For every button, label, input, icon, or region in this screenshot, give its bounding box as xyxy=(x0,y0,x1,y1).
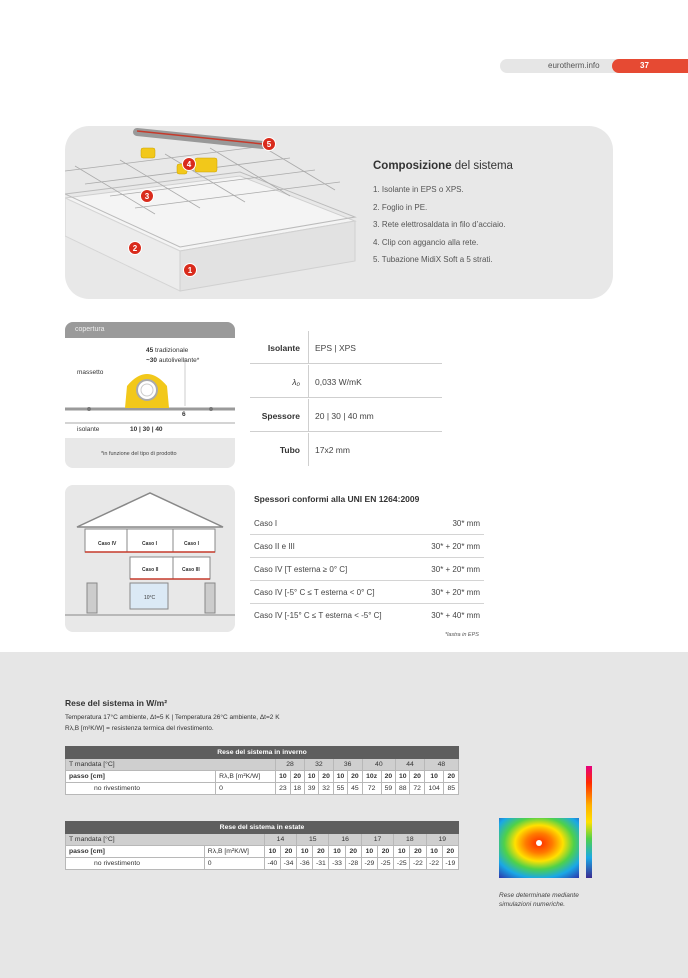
spessori-row: Caso IV [-5° C ≤ T esterna < 0° C] 30* + 20* mm xyxy=(250,581,484,604)
table-cell: 20 xyxy=(410,771,424,783)
table-cell: -25 xyxy=(377,858,393,870)
table-header: 48 xyxy=(424,759,458,771)
table-cell: 72 xyxy=(362,783,381,795)
table-cell: 20 xyxy=(345,846,361,858)
table-cell: 104 xyxy=(424,783,444,795)
table-header: 36 xyxy=(333,759,362,771)
simulation-caption: Rese determinate mediante simulazioni numeriche. xyxy=(499,892,579,908)
rese-subtitle: Temperatura 17°C ambiente, Δt=5 K | Temperatura 26°C ambiente, Δt=2 K Rλ,B [m²K/W] = resistenza termica del rivestimento. xyxy=(65,714,280,732)
table-cell: -34 xyxy=(280,858,296,870)
table-cell: 10 xyxy=(264,846,280,858)
color-scale xyxy=(586,766,592,878)
table-header: Rλ,B [m²K/W] xyxy=(204,846,264,858)
table-row-label: no rivestimento xyxy=(66,858,205,870)
table-cell: 20 xyxy=(319,771,333,783)
table-header: passo [cm] xyxy=(66,846,205,858)
table-header: passo [cm] xyxy=(66,771,216,783)
room-label: Caso IV xyxy=(98,541,117,547)
copertura-footnote: *in funzione del tipo di prodotto xyxy=(101,451,177,457)
table-cell: 10 xyxy=(333,771,347,783)
table-caption: Rese del sistema in estate xyxy=(66,822,459,834)
table-header: 17 xyxy=(361,834,393,846)
spessori-title: Spessori conformi alla UNI EN 1264:2009 xyxy=(254,494,420,504)
table-cell: 0 xyxy=(204,858,264,870)
table-header: 40 xyxy=(362,759,395,771)
table-cell: 10 xyxy=(297,846,313,858)
thickness-traditional: 45 tradizionale xyxy=(146,347,189,354)
table-row-label: no rivestimento xyxy=(66,783,216,795)
copertura-header: copertura xyxy=(65,322,235,338)
table-cell: 10 xyxy=(426,846,442,858)
composition-list xyxy=(373,185,506,273)
table-header: Rλ,B [m²K/W] xyxy=(216,771,276,783)
marker-5: 5 xyxy=(262,137,276,151)
table-cell: 20 xyxy=(410,846,426,858)
spessori-note: *lastra in EPS xyxy=(445,632,479,638)
table-header: 18 xyxy=(394,834,426,846)
table-cell: 20 xyxy=(377,846,393,858)
table-header: 14 xyxy=(264,834,296,846)
property-row: λ₀ 0,033 W/mK xyxy=(250,365,442,398)
spessori-row: Caso IV [-15° C ≤ T esterna < -5° C] 30* + 40* mm xyxy=(254,611,480,620)
table-header: 44 xyxy=(396,759,425,771)
list-item: 2. Foglio in PE. xyxy=(373,202,428,212)
room-label: Caso II xyxy=(142,567,159,573)
table-cell: 10z xyxy=(362,771,381,783)
table-cell: 88 xyxy=(396,783,410,795)
table-header: 28 xyxy=(276,759,305,771)
table-cell: 0 xyxy=(216,783,276,795)
page-number: 37 xyxy=(612,59,688,73)
composition-title: Composizione del sistema xyxy=(373,160,513,172)
table-cell: 10 xyxy=(329,846,345,858)
room-label: Caso I xyxy=(142,541,158,547)
table-cell: 20 xyxy=(348,771,362,783)
table-cell: 18 xyxy=(290,783,304,795)
table-header: 19 xyxy=(426,834,459,846)
table-cell: 72 xyxy=(410,783,424,795)
table-cell: 20 xyxy=(442,846,458,858)
spessori-row: Caso IV [T esterna ≥ 0° C] 30* + 20* mm xyxy=(250,558,484,581)
rese-estate-table xyxy=(65,821,459,870)
room-label: Caso III xyxy=(182,567,200,573)
table-caption: Rese del sistema in inverno xyxy=(66,747,459,759)
table-cell: 23 xyxy=(276,783,290,795)
table-cell: 10 xyxy=(304,771,318,783)
table-cell: 20 xyxy=(290,771,304,783)
cellar-temperature: 10°C xyxy=(144,595,156,601)
list-item: 4. Clip con aggancio alla rete. xyxy=(373,237,479,247)
table-cell: 59 xyxy=(381,783,395,795)
massetto-label: massetto xyxy=(77,369,104,376)
table-header: 32 xyxy=(304,759,333,771)
table-cell: 20 xyxy=(280,846,296,858)
marker-4: 4 xyxy=(182,157,196,171)
pe-thickness: 6 xyxy=(182,411,186,418)
marker-2: 2 xyxy=(128,241,142,255)
list-item: 1. Isolante in EPS o XPS. xyxy=(373,185,464,194)
list-item: 3. Rete elettrosaldata in filo d’acciaio. xyxy=(373,220,506,229)
table-cell: 20 xyxy=(313,846,329,858)
table-cell: -19 xyxy=(442,858,458,870)
table-cell: 39 xyxy=(304,783,318,795)
site-url[interactable]: eurotherm.info xyxy=(548,61,600,70)
spessori-row: Caso II e III 30* + 20* mm xyxy=(250,535,484,558)
table-cell: 10 xyxy=(396,771,410,783)
table-cell: 20 xyxy=(444,771,459,783)
table-header: 16 xyxy=(329,834,361,846)
table-cell: -22 xyxy=(410,858,426,870)
spessori-row: Caso I 30* mm xyxy=(250,512,484,535)
thickness-self-leveling: ~30 autolivellante* xyxy=(146,357,200,364)
table-header: 15 xyxy=(297,834,329,846)
marker-3: 3 xyxy=(140,189,154,203)
table-cell: 10 xyxy=(361,846,377,858)
table-cell: -36 xyxy=(297,858,313,870)
table-cell: -25 xyxy=(394,858,410,870)
property-row: Spessore 20 | 30 | 40 mm xyxy=(250,399,442,432)
room-label: Caso I xyxy=(184,541,200,547)
table-cell: 10 xyxy=(424,771,444,783)
rese-inverno-table xyxy=(65,746,459,795)
table-header: T mandata [°C] xyxy=(66,834,265,846)
thermal-simulation-image xyxy=(499,818,579,878)
isolante-values: 10 | 30 | 40 xyxy=(130,426,163,433)
system-illustration xyxy=(65,126,365,299)
table-cell: -40 xyxy=(264,858,280,870)
isolante-label: isolante xyxy=(77,426,100,433)
table-cell: -22 xyxy=(426,858,442,870)
property-row: Isolante EPS | XPS xyxy=(250,331,442,364)
table-cell: 85 xyxy=(444,783,459,795)
table-cell: -33 xyxy=(329,858,345,870)
table-cell: -31 xyxy=(313,858,329,870)
rese-title: Rese del sistema in W/m² xyxy=(65,698,168,708)
marker-1: 1 xyxy=(183,263,197,277)
table-header: T mandata [°C] xyxy=(66,759,276,771)
table-cell: -28 xyxy=(345,858,361,870)
table-cell: 10 xyxy=(276,771,290,783)
table-cell: 45 xyxy=(348,783,362,795)
table-cell: -29 xyxy=(361,858,377,870)
table-cell: 55 xyxy=(333,783,347,795)
house-diagram xyxy=(65,485,235,632)
list-item: 5. Tubazione MidiX Soft a 5 strati. xyxy=(373,255,493,264)
property-row: Tubo 17x2 mm xyxy=(250,433,442,466)
table-cell: 20 xyxy=(381,771,395,783)
table-cell: 10 xyxy=(394,846,410,858)
table-cell: 32 xyxy=(319,783,333,795)
